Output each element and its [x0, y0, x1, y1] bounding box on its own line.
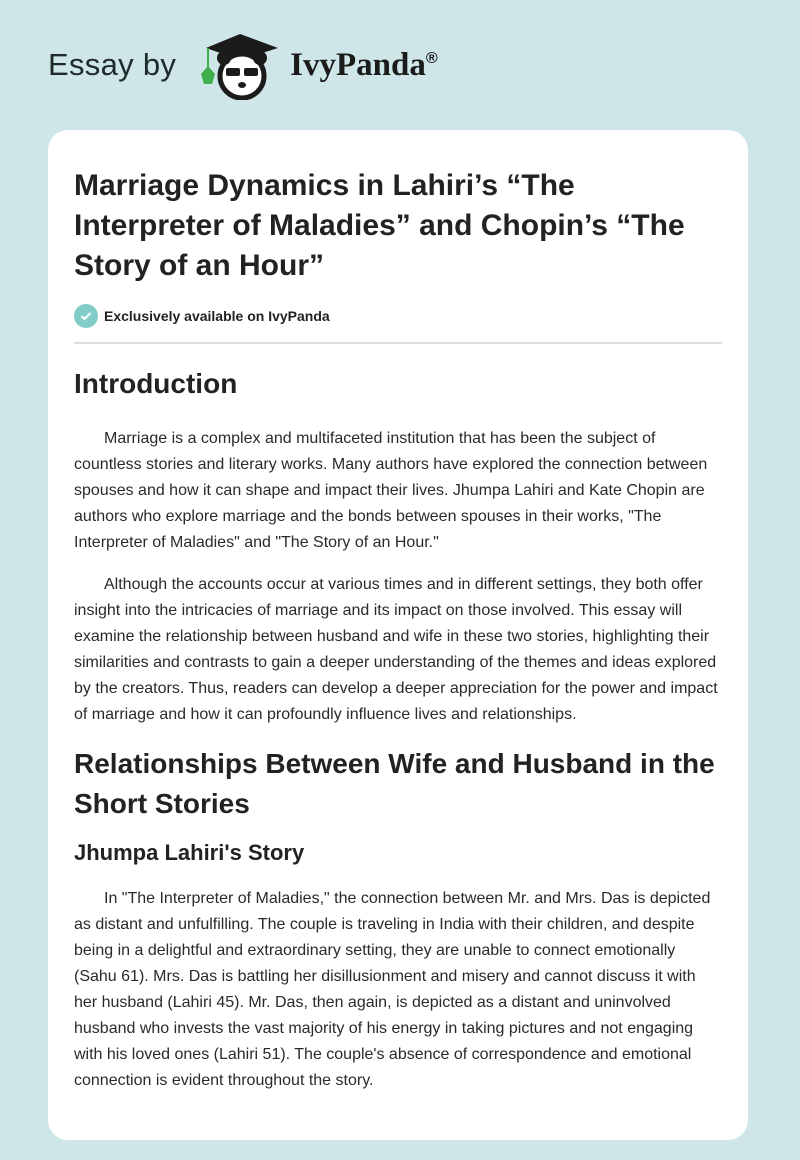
panda-graduate-icon [198, 30, 282, 100]
paragraph: Although the accounts occur at various times and in different settings, they both offer insight into the intricacies of marriage and its impact on those involved. This essay will examine the relationship between husband and wife in these two stories, highlighting their similarities and contrasts to gain a deeper understanding of the themes and ideas explored by the creators. Thus, readers can develop a deeper appreciation for the power and impact of marriage and how it can profoundly influence lives and relationships. [74, 576, 718, 723]
essay-by-label: Essay by [48, 47, 177, 82]
exclusive-badge [74, 304, 722, 328]
section-heading: Introduction [74, 368, 238, 399]
section-heading: Relationships Between Wife and Husband in the Short Stories [74, 748, 715, 819]
essay-title: Marriage Dynamics in Lahiri’s “The Interpreter of Maladies” and Chopin’s “The Story of an Hour” [74, 169, 685, 282]
registered-mark: ® [425, 49, 438, 67]
subsection-heading: Jhumpa Lahiri's Story [74, 840, 305, 865]
brand-name [290, 47, 438, 84]
check-icon [74, 304, 98, 328]
badge-text: Exclusively available on IvyPanda [104, 308, 330, 324]
site-header [48, 30, 438, 100]
essay-card [48, 130, 748, 1140]
divider [74, 342, 722, 344]
paragraph: Marriage is a complex and multifaceted institution that has been the subject of countless stories and literary works. Many authors have explored the connection between spouses and how it can shape and impact their lives. Jhumpa Lahiri and Kate Chopin are authors who explore marriage and the bonds between spouses in their works, "The Interpreter of Maladies" and "The Story of an Hour." [74, 430, 708, 551]
brand-text: IvyPanda [290, 46, 426, 83]
paragraph: In "The Interpreter of Maladies," the connection between Mr. and Mrs. Das is depicted as distant and unfulfilling. The couple is traveling in India with their children, and despite being in a delightful and extraordinary setting, they are unable to connect emotionally (Sahu 61). Mrs. Das is battling her disillusionment and misery and cannot discuss it with her husband (Lahiri 45). Mr. Das, then again, is depicted as a distant and uninvolved husband who invests the vast majority of his energy in taking pictures and not engaging with his loved ones (Lahiri 51). The couple's absence of correspondence and emotional connection is evident throughout the story. [74, 890, 711, 1089]
ivypanda-logo[interactable] [198, 30, 438, 100]
